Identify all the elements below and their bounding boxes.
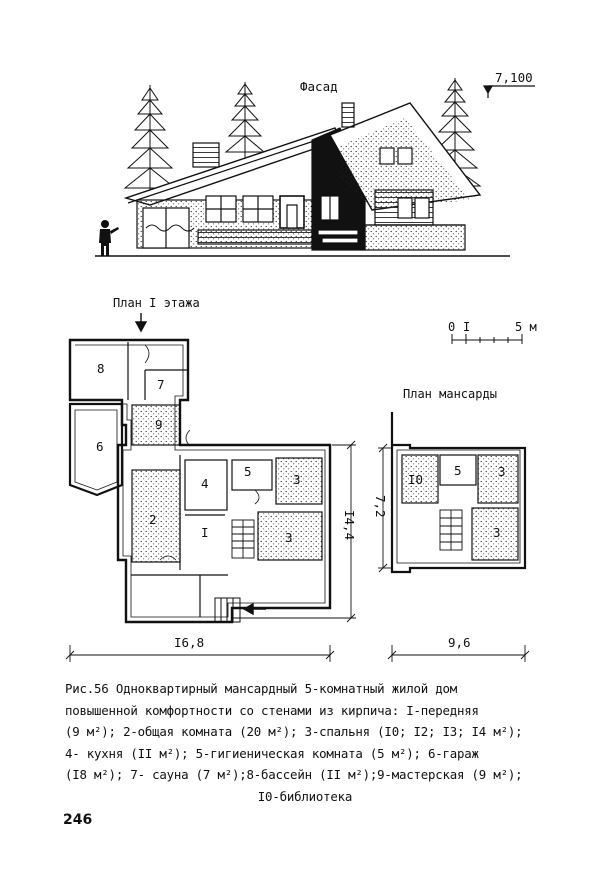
tree-left <box>125 85 175 200</box>
scale-zero: 0 <box>448 320 456 334</box>
entry-arrow-top <box>136 313 146 331</box>
caption-line-6: I0-библиотека <box>257 788 353 804</box>
caption-line-2: повышенной комфортности со стенами из кирпича: I-передняя <box>65 702 479 718</box>
scale-bar <box>452 334 522 344</box>
chimney-right <box>342 103 354 127</box>
figure-caption <box>65 678 545 807</box>
room-2-label: 2 <box>149 512 157 527</box>
caption-line-3: (9 м²); 2-общая комната (20 м²); 3-спальня (I0; I2; I3; I4 м²); <box>65 724 523 739</box>
elevation-label: 7,100 <box>495 70 533 85</box>
ground-plan-title: План I этажа <box>113 296 200 310</box>
caption-line-5: (I8 м²); 7- сауна (7 м²);8-бассейн (II м²);9-мастерская (9 м²); <box>65 767 523 782</box>
attic-room-3a-label: 3 <box>498 464 506 479</box>
ground-floor-plan <box>70 340 330 622</box>
room-9-label: 9 <box>155 417 163 432</box>
room-7-label: 7 <box>157 377 165 392</box>
room-3b-label: 3 <box>285 530 293 545</box>
room-4-label: 4 <box>201 476 209 491</box>
facade-title: Фасад <box>300 79 338 94</box>
ground-depth-dim: I4,4 <box>342 510 357 541</box>
chimney-left <box>193 143 219 167</box>
page-number: 246 <box>63 812 93 828</box>
ground-stairs <box>232 520 254 558</box>
room-5-label: 5 <box>244 464 252 479</box>
room-1-label: I <box>201 525 209 540</box>
caption-line-4: 4- кухня (II м²); 5-гигиеническая комната (5 м²); 6-гараж <box>65 745 479 761</box>
attic-width-dim: 9,6 <box>448 635 471 650</box>
attic-plan-title: План мансарды <box>403 387 497 401</box>
attic-floor-plan <box>392 412 525 572</box>
room-6-label: 6 <box>96 439 104 454</box>
entry-arrow-right <box>244 604 266 614</box>
caption-line-1: Рис.56 Одноквартирный мансардный 5-комнатный жилой дом <box>65 681 458 696</box>
scale-one: I <box>463 320 471 334</box>
elevation-marker <box>484 86 535 98</box>
ground-width-dim: I6,8 <box>174 635 205 650</box>
facade-elevation <box>95 78 535 256</box>
room-3a-label: 3 <box>293 472 301 487</box>
attic-stairs <box>440 510 462 550</box>
tree-mid <box>226 82 264 160</box>
attic-depth-dim: 7,2 <box>373 495 388 518</box>
attic-room-10-label: I0 <box>408 472 424 487</box>
attic-room-3b-label: 3 <box>493 525 501 540</box>
room-8-label: 8 <box>97 361 105 376</box>
scale-five: 5 м <box>515 320 537 334</box>
person-silhouette <box>99 220 119 256</box>
attic-room-5-label: 5 <box>454 463 462 478</box>
